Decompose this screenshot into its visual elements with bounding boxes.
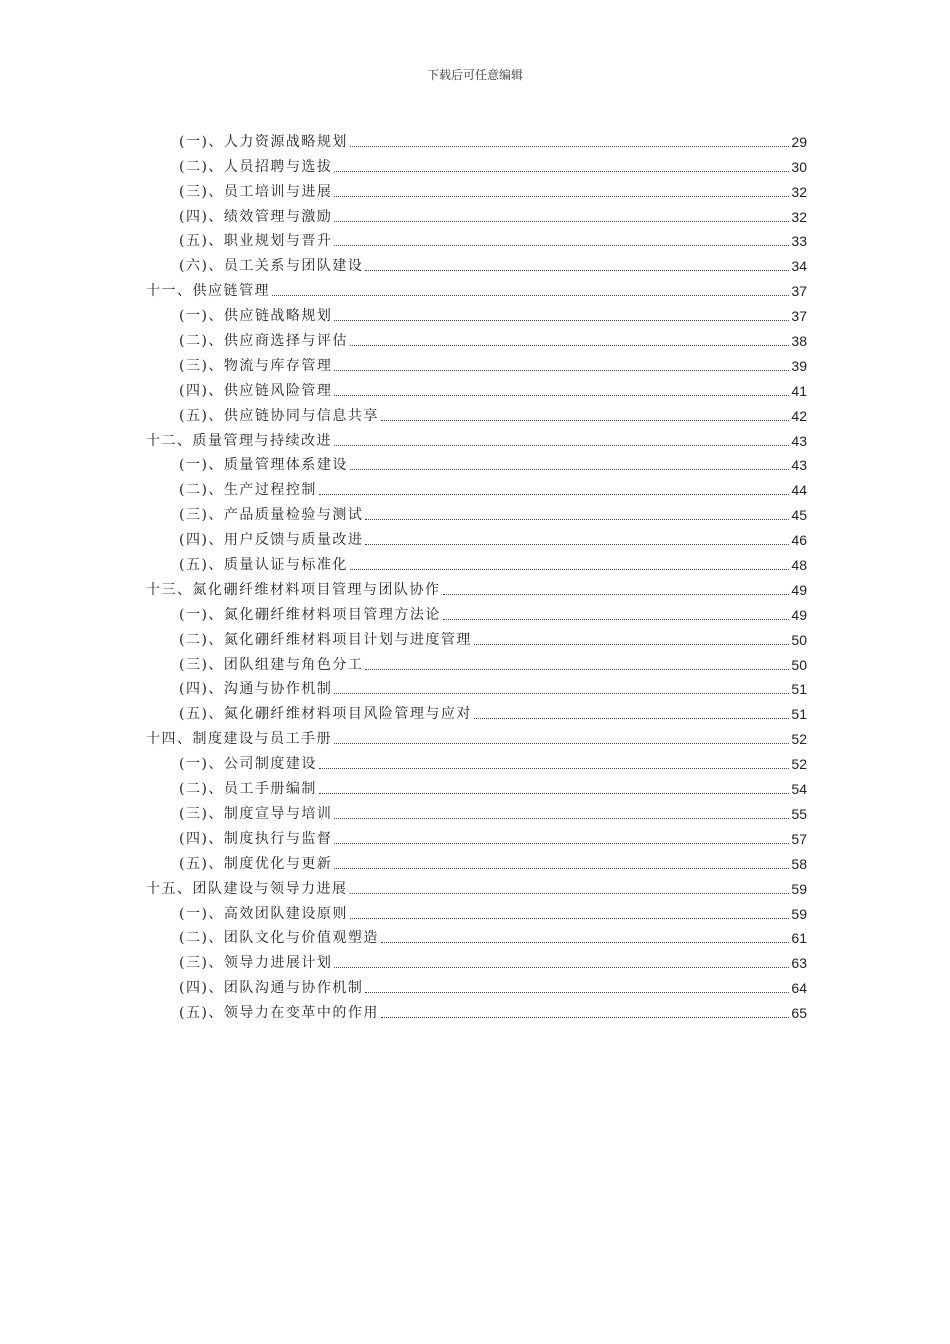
toc-entry-title: (三)、产品质量检验与测试	[179, 507, 364, 524]
toc-page-number: 52	[791, 731, 807, 748]
toc-dot-leader	[272, 295, 789, 296]
toc-dot-leader	[474, 644, 789, 645]
toc-page-number: 38	[791, 333, 807, 350]
toc-entry-title: 十四、制度建设与员工手册	[146, 731, 332, 748]
toc-section-entry[interactable]	[146, 923, 807, 948]
toc-page-number: 50	[791, 656, 807, 673]
toc-page-number: 43	[791, 432, 807, 449]
toc-entry-title: 十五、团队建设与领导力进展	[146, 880, 348, 897]
toc-page-number: 45	[791, 507, 807, 524]
toc-entry-title: (四)、团队沟通与协作机制	[179, 980, 364, 997]
toc-dot-leader	[334, 221, 789, 222]
toc-entry-title: (一)、高效团队建设原则	[179, 905, 348, 922]
toc-dot-leader	[474, 718, 789, 719]
toc-page-number: 43	[791, 457, 807, 474]
toc-dot-leader	[365, 669, 789, 670]
toc-page-number: 39	[791, 357, 807, 374]
toc-dot-leader	[350, 569, 789, 570]
toc-entry-title: (四)、制度执行与监督	[179, 830, 333, 847]
toc-dot-leader	[365, 992, 789, 993]
toc-section-entry[interactable]	[146, 773, 807, 798]
toc-page-number: 37	[791, 308, 807, 325]
toc-section-entry[interactable]	[146, 201, 807, 226]
toc-dot-leader	[319, 793, 789, 794]
toc-dot-leader	[381, 942, 789, 943]
toc-dot-leader	[365, 519, 789, 520]
toc-page-number: 41	[791, 382, 807, 399]
toc-entry-title: (三)、团队组建与角色分工	[179, 656, 364, 673]
toc-section-entry[interactable]	[146, 698, 807, 723]
toc-section-entry[interactable]	[146, 848, 807, 873]
toc-entry-title: (五)、供应链协同与信息共享	[179, 407, 379, 424]
toc-entry-title: (三)、物流与库存管理	[179, 357, 333, 374]
toc-dot-leader	[381, 420, 789, 421]
toc-entry-title: (四)、沟通与协作机制	[179, 681, 333, 698]
toc-dot-leader	[334, 196, 789, 197]
toc-page-number: 58	[791, 855, 807, 872]
toc-entry-title: (四)、绩效管理与激励	[179, 208, 333, 225]
toc-entry-title: (二)、氮化硼纤维材料项目计划与进度管理	[179, 631, 472, 648]
toc-section-entry[interactable]	[146, 674, 807, 699]
toc-entry-title: (五)、质量认证与标准化	[179, 557, 348, 574]
toc-page-number: 64	[791, 980, 807, 997]
toc-entry-title: (五)、氮化硼纤维材料项目风险管理与应对	[179, 706, 472, 723]
toc-page-number: 50	[791, 631, 807, 648]
toc-section-entry[interactable]	[146, 400, 807, 425]
toc-section-entry[interactable]	[146, 599, 807, 624]
toc-page-number: 44	[791, 482, 807, 499]
toc-section-entry[interactable]	[146, 300, 807, 325]
toc-page-number: 65	[791, 1005, 807, 1022]
toc-page-number: 42	[791, 407, 807, 424]
toc-entry-title: (一)、质量管理体系建设	[179, 457, 348, 474]
toc-entry-title: (三)、员工培训与进展	[179, 183, 333, 200]
page-header: 下载后可任意编辑	[426, 68, 523, 82]
toc-entry-title: (五)、领导力在变革中的作用	[179, 1005, 379, 1022]
toc-section-entry[interactable]	[146, 375, 807, 400]
toc-dot-leader	[365, 270, 789, 271]
toc-entry-title: (五)、职业规划与晋升	[179, 233, 333, 250]
toc-section-entry[interactable]	[146, 226, 807, 251]
toc-section-entry[interactable]	[146, 823, 807, 848]
toc-page-number: 57	[791, 830, 807, 847]
toc-section-entry[interactable]	[146, 997, 807, 1022]
toc-dot-leader	[334, 868, 789, 869]
toc-dot-leader	[334, 843, 789, 844]
toc-section-entry[interactable]	[146, 499, 807, 524]
toc-page-number: 51	[791, 681, 807, 698]
toc-dot-leader	[319, 494, 789, 495]
toc-dot-leader	[350, 469, 789, 470]
toc-page-number: 30	[791, 158, 807, 175]
toc-entry-title: 十二、质量管理与持续改进	[146, 432, 332, 449]
toc-dot-leader	[350, 893, 790, 894]
toc-page-number: 32	[791, 183, 807, 200]
toc-dot-leader	[443, 594, 790, 595]
toc-entry-title: (一)、公司制度建设	[179, 756, 317, 773]
toc-page-number: 49	[791, 581, 807, 598]
toc-page-number: 33	[791, 233, 807, 250]
toc-dot-leader	[365, 544, 789, 545]
toc-section-entry[interactable]	[146, 624, 807, 649]
toc-entry-title: 十三、氮化硼纤维材料项目管理与团队协作	[146, 581, 441, 598]
toc-dot-leader	[319, 768, 789, 769]
toc-page-number: 49	[791, 606, 807, 623]
toc-section-entry[interactable]	[146, 947, 807, 972]
toc-page-number: 61	[791, 930, 807, 947]
toc-page-number: 59	[791, 880, 807, 897]
toc-section-entry[interactable]	[146, 151, 807, 176]
toc-page-number: 52	[791, 756, 807, 773]
toc-chapter-entry[interactable]	[146, 425, 807, 450]
toc-page-number: 55	[791, 805, 807, 822]
toc-page-number: 29	[791, 133, 807, 150]
toc-dot-leader	[334, 370, 789, 371]
toc-chapter-entry[interactable]	[146, 873, 807, 898]
toc-dot-leader	[350, 345, 789, 346]
toc-page-number: 46	[791, 532, 807, 549]
toc-entry-title: (三)、制度宣导与培训	[179, 805, 333, 822]
toc-dot-leader	[443, 619, 789, 620]
toc-dot-leader	[381, 1017, 789, 1018]
toc-section-entry[interactable]	[146, 250, 807, 275]
toc-entry-title: (二)、生产过程控制	[179, 482, 317, 499]
toc-entry-title: (三)、领导力进展计划	[179, 955, 333, 972]
toc-dot-leader	[334, 395, 789, 396]
toc-section-entry[interactable]	[146, 748, 807, 773]
toc-entry-title: 十一、供应链管理	[146, 283, 270, 300]
toc-section-entry[interactable]	[146, 474, 807, 499]
toc-dot-leader	[334, 693, 789, 694]
toc-dot-leader	[334, 320, 789, 321]
toc-page-number: 32	[791, 208, 807, 225]
toc-page-number: 51	[791, 706, 807, 723]
toc-section-entry[interactable]	[146, 649, 807, 674]
toc-section-entry[interactable]	[146, 524, 807, 549]
toc-entry-title: (一)、氮化硼纤维材料项目管理方法论	[179, 606, 441, 623]
toc-dot-leader	[334, 445, 789, 446]
toc-dot-leader	[334, 743, 789, 744]
toc-entry-title: (五)、制度优化与更新	[179, 855, 333, 872]
table-of-contents	[146, 126, 807, 1022]
toc-page-number: 37	[791, 283, 807, 300]
toc-dot-leader	[334, 171, 789, 172]
toc-entry-title: (二)、员工手册编制	[179, 781, 317, 798]
toc-entry-title: (六)、员工关系与团队建设	[179, 258, 364, 275]
toc-entry-title: (四)、供应链风险管理	[179, 382, 333, 399]
toc-page-number: 59	[791, 905, 807, 922]
toc-section-entry[interactable]	[146, 898, 807, 923]
toc-dot-leader	[334, 245, 789, 246]
toc-section-entry[interactable]	[146, 350, 807, 375]
toc-chapter-entry[interactable]	[146, 723, 807, 748]
toc-entry-title: (一)、人力资源战略规划	[179, 133, 348, 150]
toc-entry-title: (二)、人员招聘与选拔	[179, 158, 333, 175]
toc-chapter-entry[interactable]	[146, 574, 807, 599]
toc-section-entry[interactable]	[146, 798, 807, 823]
toc-dot-leader	[350, 146, 789, 147]
toc-page-number: 34	[791, 258, 807, 275]
toc-section-entry[interactable]	[146, 549, 807, 574]
toc-section-entry[interactable]	[146, 325, 807, 350]
toc-section-entry[interactable]	[146, 126, 807, 151]
toc-section-entry[interactable]	[146, 972, 807, 997]
toc-entry-title: (二)、团队文化与价值观塑造	[179, 930, 379, 947]
toc-entry-title: (二)、供应商选择与评估	[179, 333, 348, 350]
toc-section-entry[interactable]	[146, 176, 807, 201]
toc-chapter-entry[interactable]	[146, 275, 807, 300]
toc-page-number: 54	[791, 781, 807, 798]
toc-entry-title: (四)、用户反馈与质量改进	[179, 532, 364, 549]
toc-section-entry[interactable]	[146, 450, 807, 475]
toc-dot-leader	[334, 818, 789, 819]
toc-entry-title: (一)、供应链战略规划	[179, 308, 333, 325]
toc-dot-leader	[334, 967, 789, 968]
toc-page-number: 63	[791, 955, 807, 972]
toc-dot-leader	[350, 918, 789, 919]
toc-page-number: 48	[791, 557, 807, 574]
